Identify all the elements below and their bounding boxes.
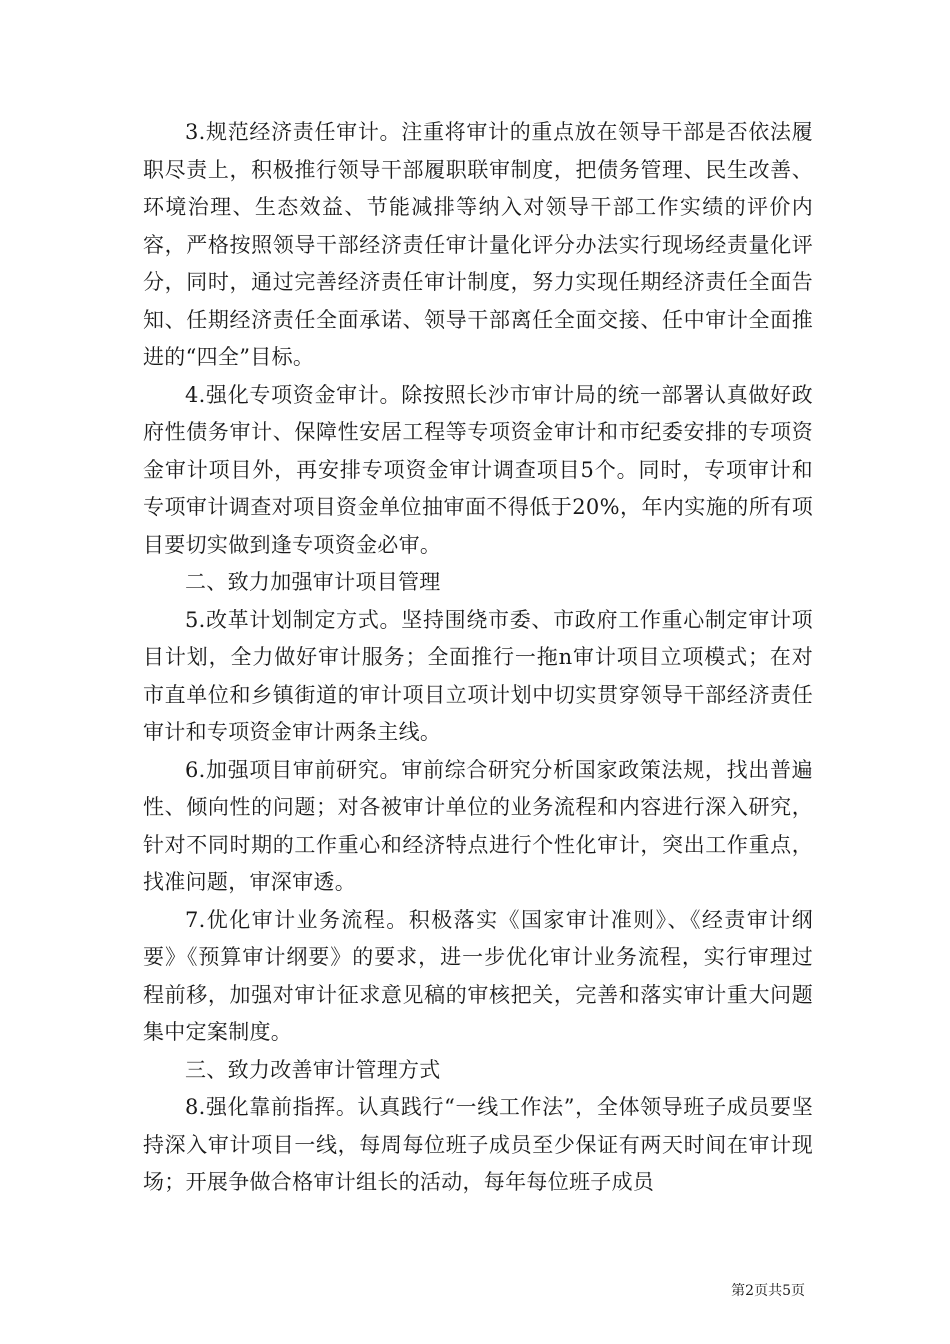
document-body	[143, 114, 813, 1202]
paragraph-economic-responsibility-audit: 3.规范经济责任审计。注重将审计的重点放在领导干部是否依法履职尽责上，积极推行领导干部履职联审制度，把债务管理、民生改善、环境治理、生态效益、节能减排等纳入对领导干部工作实绩的评价内容，严格按照领导干部经济责任审计量化评分办法实行现场经责量化评分，同时，通过完善经济责任审计制度，努力实现任期经济责任全面告知、任期经济责任全面承诺、领导干部离任全面交接、任中审计全面推进的“四全”目标。	[143, 120, 813, 369]
section-heading-project-management: 二、致力加强审计项目管理	[185, 570, 441, 594]
paragraph-pre-audit-research: 6.加强项目审前研究。审前综合研究分析国家政策法规，找出普遍性、倾向性的问题；对各被审计单位的业务流程和内容进行深入研究，针对不同时期的工作重心和经济特点进行个性化审计，突出工作重点，找准问题，审深审透。	[143, 757, 813, 894]
section-heading-management-method: 三、致力改善审计管理方式	[185, 1057, 441, 1082]
paragraph-audit-process: 7.优化审计业务流程。积极落实《国家审计准则》、《经责审计纲要》《预算审计纲要》的要求，进一步优化审计业务流程，实行审理过程前移，加强对审计征求意见稿的审核把关，完善和落实审计重大问题集中定案制度。	[143, 907, 813, 1044]
page-number: 第2页共5页	[731, 1283, 805, 1299]
paragraph-plan-reform: 5.改革计划制定方式。坚持围绕市委、市政府工作重心制定审计项目计划，全力做好审计服务；全面推行一拖n审计项目立项模式；在对市直单位和乡镇街道的审计项目立项计划中切实贯穿领导干部经济责任审计和专项资金审计两条主线。	[143, 607, 813, 744]
paragraph-front-line-command: 8.强化靠前指挥。认真践行“一线工作法”，全体领导班子成员要坚持深入审计项目一线，每周每位班子成员至少保证有两天时间在审计现场；开展争做合格审计组长的活动，每年每位班子成员	[143, 1095, 813, 1194]
paragraph-special-fund-audit: 4.强化专项资金审计。除按照长沙市审计局的统一部署认真做好政府性债务审计、保障性安居工程等专项资金审计和市纪委安排的专项资金审计项目外，再安排专项资金审计调查项目5个。同时，专项审计和专项审计调查对项目资金单位抽审面不得低于20%，年内实施的所有项目要切实做到逢专项资金必审。	[143, 382, 813, 557]
